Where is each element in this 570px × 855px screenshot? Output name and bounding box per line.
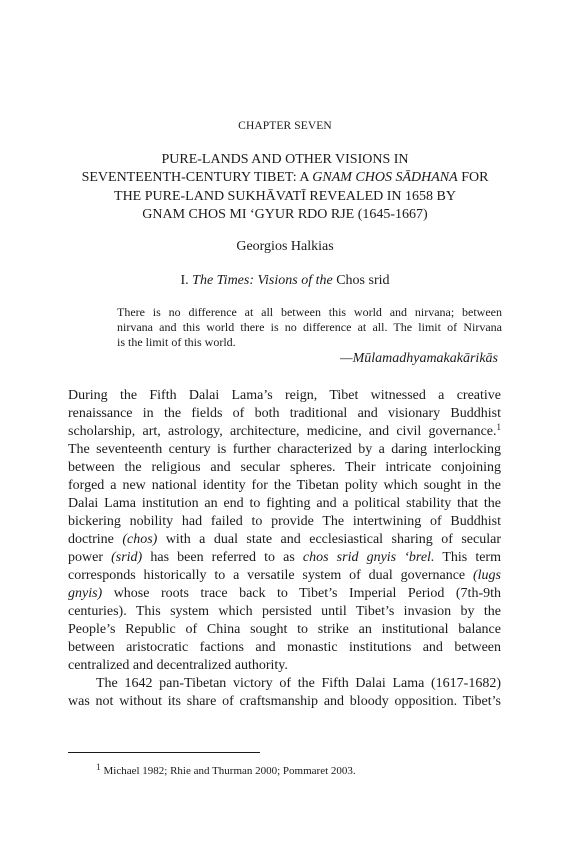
title-line-2-text: SEVENTEENTH-CENTURY TIBET: A	[81, 170, 313, 186]
epigraph-source: —Mūlamadhyamakakārikās	[340, 351, 498, 366]
body-line: between aristocratic factions and monastic institutions and between	[68, 640, 501, 655]
chapter-title	[56, 151, 514, 225]
term-gnyis: gnyis)	[68, 586, 103, 601]
section-heading	[0, 273, 570, 289]
body-text	[68, 387, 501, 711]
epigraph-quote	[117, 305, 502, 351]
body-line	[68, 549, 501, 567]
body-line: between the religious and secular spheres. Their intricate conjoining	[68, 460, 501, 475]
body-text-run: corresponds historically to a versatile system of dual governance	[68, 568, 473, 583]
body-line: During the Fifth Dalai Lama’s reign, Tibet witnessed a creative	[68, 388, 501, 403]
footnote-mark: 1	[96, 762, 101, 772]
body-text-run: doctrine	[68, 532, 123, 547]
term-srid: (srid)	[111, 550, 143, 565]
body-line	[68, 531, 501, 549]
term-chos-srid-gnyis-brel: chos srid gnyis ‘brel.	[302, 550, 435, 565]
title-line-1: PURE-LANDS AND OTHER VISIONS IN	[161, 152, 409, 167]
title-line-2	[56, 169, 514, 187]
body-line: Dalai Lama institution an end to fighting and a political stability that the	[68, 496, 501, 511]
term-chos: (chos)	[122, 532, 158, 547]
epigraph-line: nirvana and this world there is no difference at all. The limit of Nirvana	[117, 320, 502, 335]
body-text-run: with a dual state and ecclesiastical sharing of secular	[157, 532, 501, 547]
chapter-label: CHAPTER SEVEN	[238, 120, 332, 132]
body-line-text: scholarship, art, astrology, architecture, medicine, and civil governance.	[68, 424, 497, 439]
section-numeral: I.	[180, 273, 193, 288]
body-line: was not without its share of craftsmanship and bloody opposition. Tibet’s	[68, 694, 501, 709]
section-italic: The Times: Visions of the	[192, 273, 333, 288]
title-line-3: THE PURE-LAND SUKHĀVATĪ REVEALED IN 1658 BY	[114, 188, 456, 204]
title-line-4: GNAM CHOS MI ‘GYUR RDO RJE (1645-1667)	[142, 207, 428, 223]
footnote-reference: 1	[496, 422, 501, 432]
body-line	[68, 585, 501, 603]
body-text-run: whose roots trace back to Tibet’s Imperial Period (7th-9th	[102, 586, 501, 601]
body-line: forged a new national identity for the Tibetan polity which sought in the	[68, 478, 501, 493]
author-name: Georgios Halkias	[236, 239, 334, 254]
footnote-text: Michael 1982; Rhie and Thurman 2000; Pommaret 2003.	[103, 765, 356, 777]
body-line: renaissance in the fields of both traditional and visionary Buddhist	[68, 406, 501, 421]
body-line: People’s Republic of China sought to strike an institutional balance	[68, 622, 501, 637]
body-text-run: has been referred to as	[142, 550, 303, 565]
body-line: The 1642 pan-Tibetan victory of the Fifth Dalai Lama (1617-1682)	[96, 676, 501, 691]
body-text-run: This term	[434, 550, 501, 565]
footnote	[96, 762, 356, 777]
epigraph-line: is the limit of this world.	[117, 335, 236, 350]
title-line-2-end: FOR	[457, 170, 489, 186]
body-text-run: power	[68, 550, 112, 565]
body-line	[68, 423, 501, 441]
footnote-divider	[68, 752, 260, 753]
term-lugs: (lugs	[473, 568, 501, 583]
body-line	[68, 567, 501, 585]
epigraph-line: There is no difference at all between this world and nirvana; between	[117, 305, 502, 319]
body-line: centuries). This system which persisted until Tibet’s invasion by the	[68, 604, 501, 619]
body-line: The seventeenth century is further characterized by a daring interlocking	[68, 442, 501, 457]
section-plain: Chos srid	[332, 273, 390, 288]
body-line: centralized and decentralized authority.	[68, 658, 288, 673]
body-line: bickering nobility had failed to provide The intertwining of Buddhist	[68, 514, 501, 529]
title-italic-term: GNAM CHOS SĀDHANA	[312, 170, 458, 186]
